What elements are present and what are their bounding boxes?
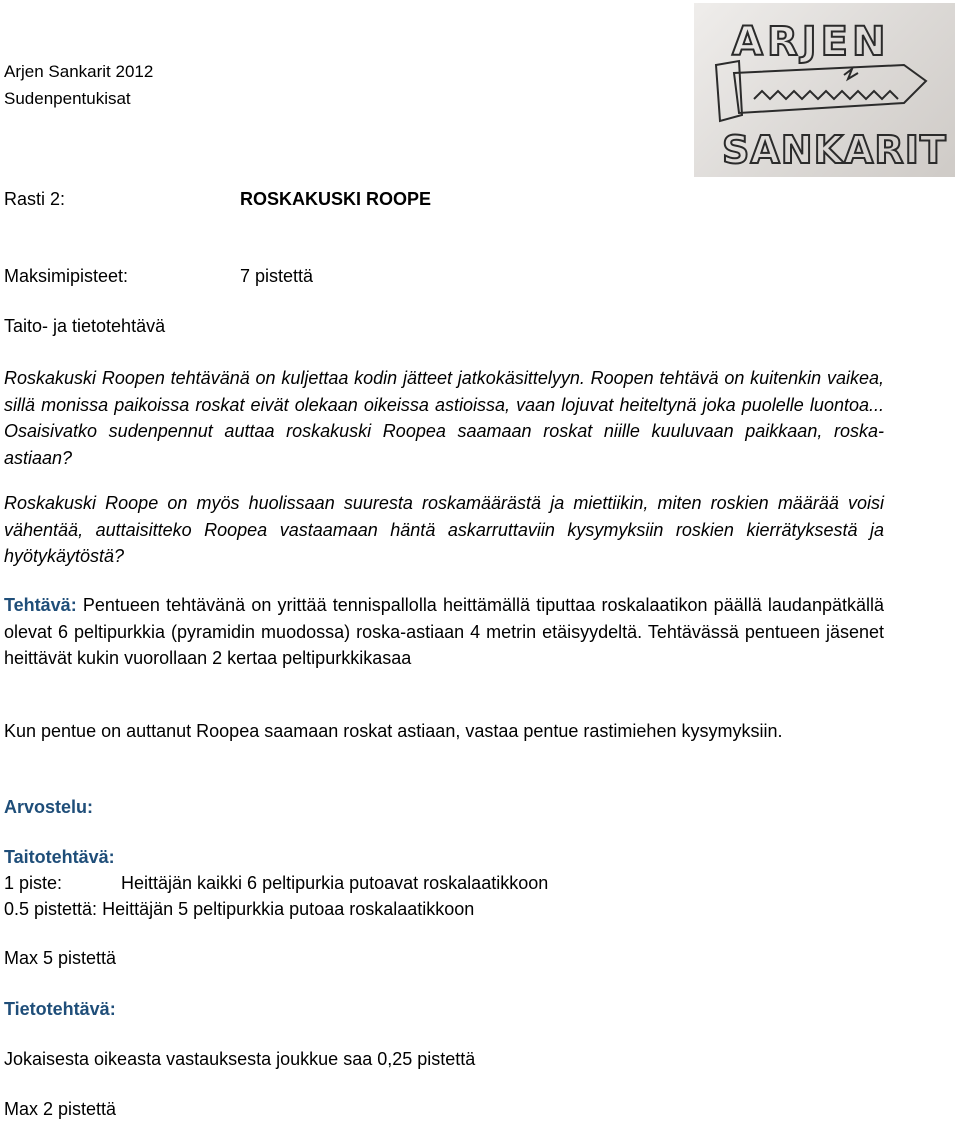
task-paragraph (4, 592, 884, 672)
task-label: Tehtävä: (4, 595, 77, 615)
knowledge-heading: Tietotehtävä: (4, 999, 116, 1019)
scoring-row-key: 0.5 pistettä: (4, 899, 98, 919)
task-type: Taito- ja tietotehtävä (4, 316, 166, 336)
task-text: Pentueen tehtävänä on yrittää tennispallolla heittämällä tiputtaa roskalaatikon päällä laudanpätkällä olevat 6 peltipurkkia (pyramidin muodossa) roska-astiaan 4 metrin etäisyydeltä. Tehtävässä pentueen jäsenet heittävät kukin vuorollaan 2 kertaa peltipurkkikasaa (4, 595, 884, 668)
logo-image (694, 3, 955, 177)
logo-text-top: ARJEN (732, 19, 890, 65)
scoring-row (4, 896, 474, 922)
knowledge-text: Jokaisesta oikeasta vastauksesta joukkue saa 0,25 pistettä (4, 1049, 476, 1069)
intro-paragraph-2: Roskakuski Roope on myös huolissaan suuresta roskamäärästä ja miettiikin, miten roskien määrää voisi vähentää, auttaisitteko Roopea vastaamaan häntä askarruttaviin kysymyksiin roskien kierrätyksestä ja hyötykäytöstä? (4, 493, 884, 566)
header-subtitle: Sudenpentukisat (4, 89, 131, 108)
scoring-row (4, 870, 548, 896)
scoring-heading: Arvostelu: (4, 797, 94, 817)
max-points-value: 7 pistettä (240, 266, 314, 286)
header-title: Arjen Sankarit 2012 (4, 62, 154, 81)
rasti-label: Rasti 2: (4, 189, 66, 209)
logo-text-bottom: SANKARIT (722, 128, 947, 172)
after-task-paragraph: Kun pentue on auttanut Roopea saamaan roskat astiaan, vastaa pentue rastimiehen kysymyksiin. (4, 721, 783, 741)
skill-heading: Taitotehtävä: (4, 847, 115, 867)
max-points-label: Maksimipisteet: (4, 266, 129, 286)
rasti-title: ROSKAKUSKI ROOPE (240, 189, 432, 209)
scoring-row-text: Heittäjän 5 peltipurkkia putoaa roskalaatikkoon (97, 899, 475, 919)
knowledge-max: Max 2 pistettä (4, 1099, 117, 1119)
scoring-row-key: 1 piste: (4, 873, 63, 893)
logo-drawing (694, 3, 955, 177)
intro-paragraph-1: Roskakuski Roopen tehtävänä on kuljettaa kodin jätteet jatkokäsittelyyn. Roopen tehtävä on kuitenkin vaikea, sillä monissa paikoissa roskat eivät olekaan oikeissa astioissa, vaan lojuvat heiteltynä joka puolelle luontoa... Osaisivatko sudenpennut auttaa roskakuski Roopea saamaan roskat niille kuuluvaan paikkaan, roska-astiaan? (4, 368, 884, 468)
scoring-row-text: Heittäjän kaikki 6 peltipurkia putoavat roskalaatikkoon (121, 873, 549, 893)
skill-max: Max 5 pistettä (4, 948, 117, 968)
